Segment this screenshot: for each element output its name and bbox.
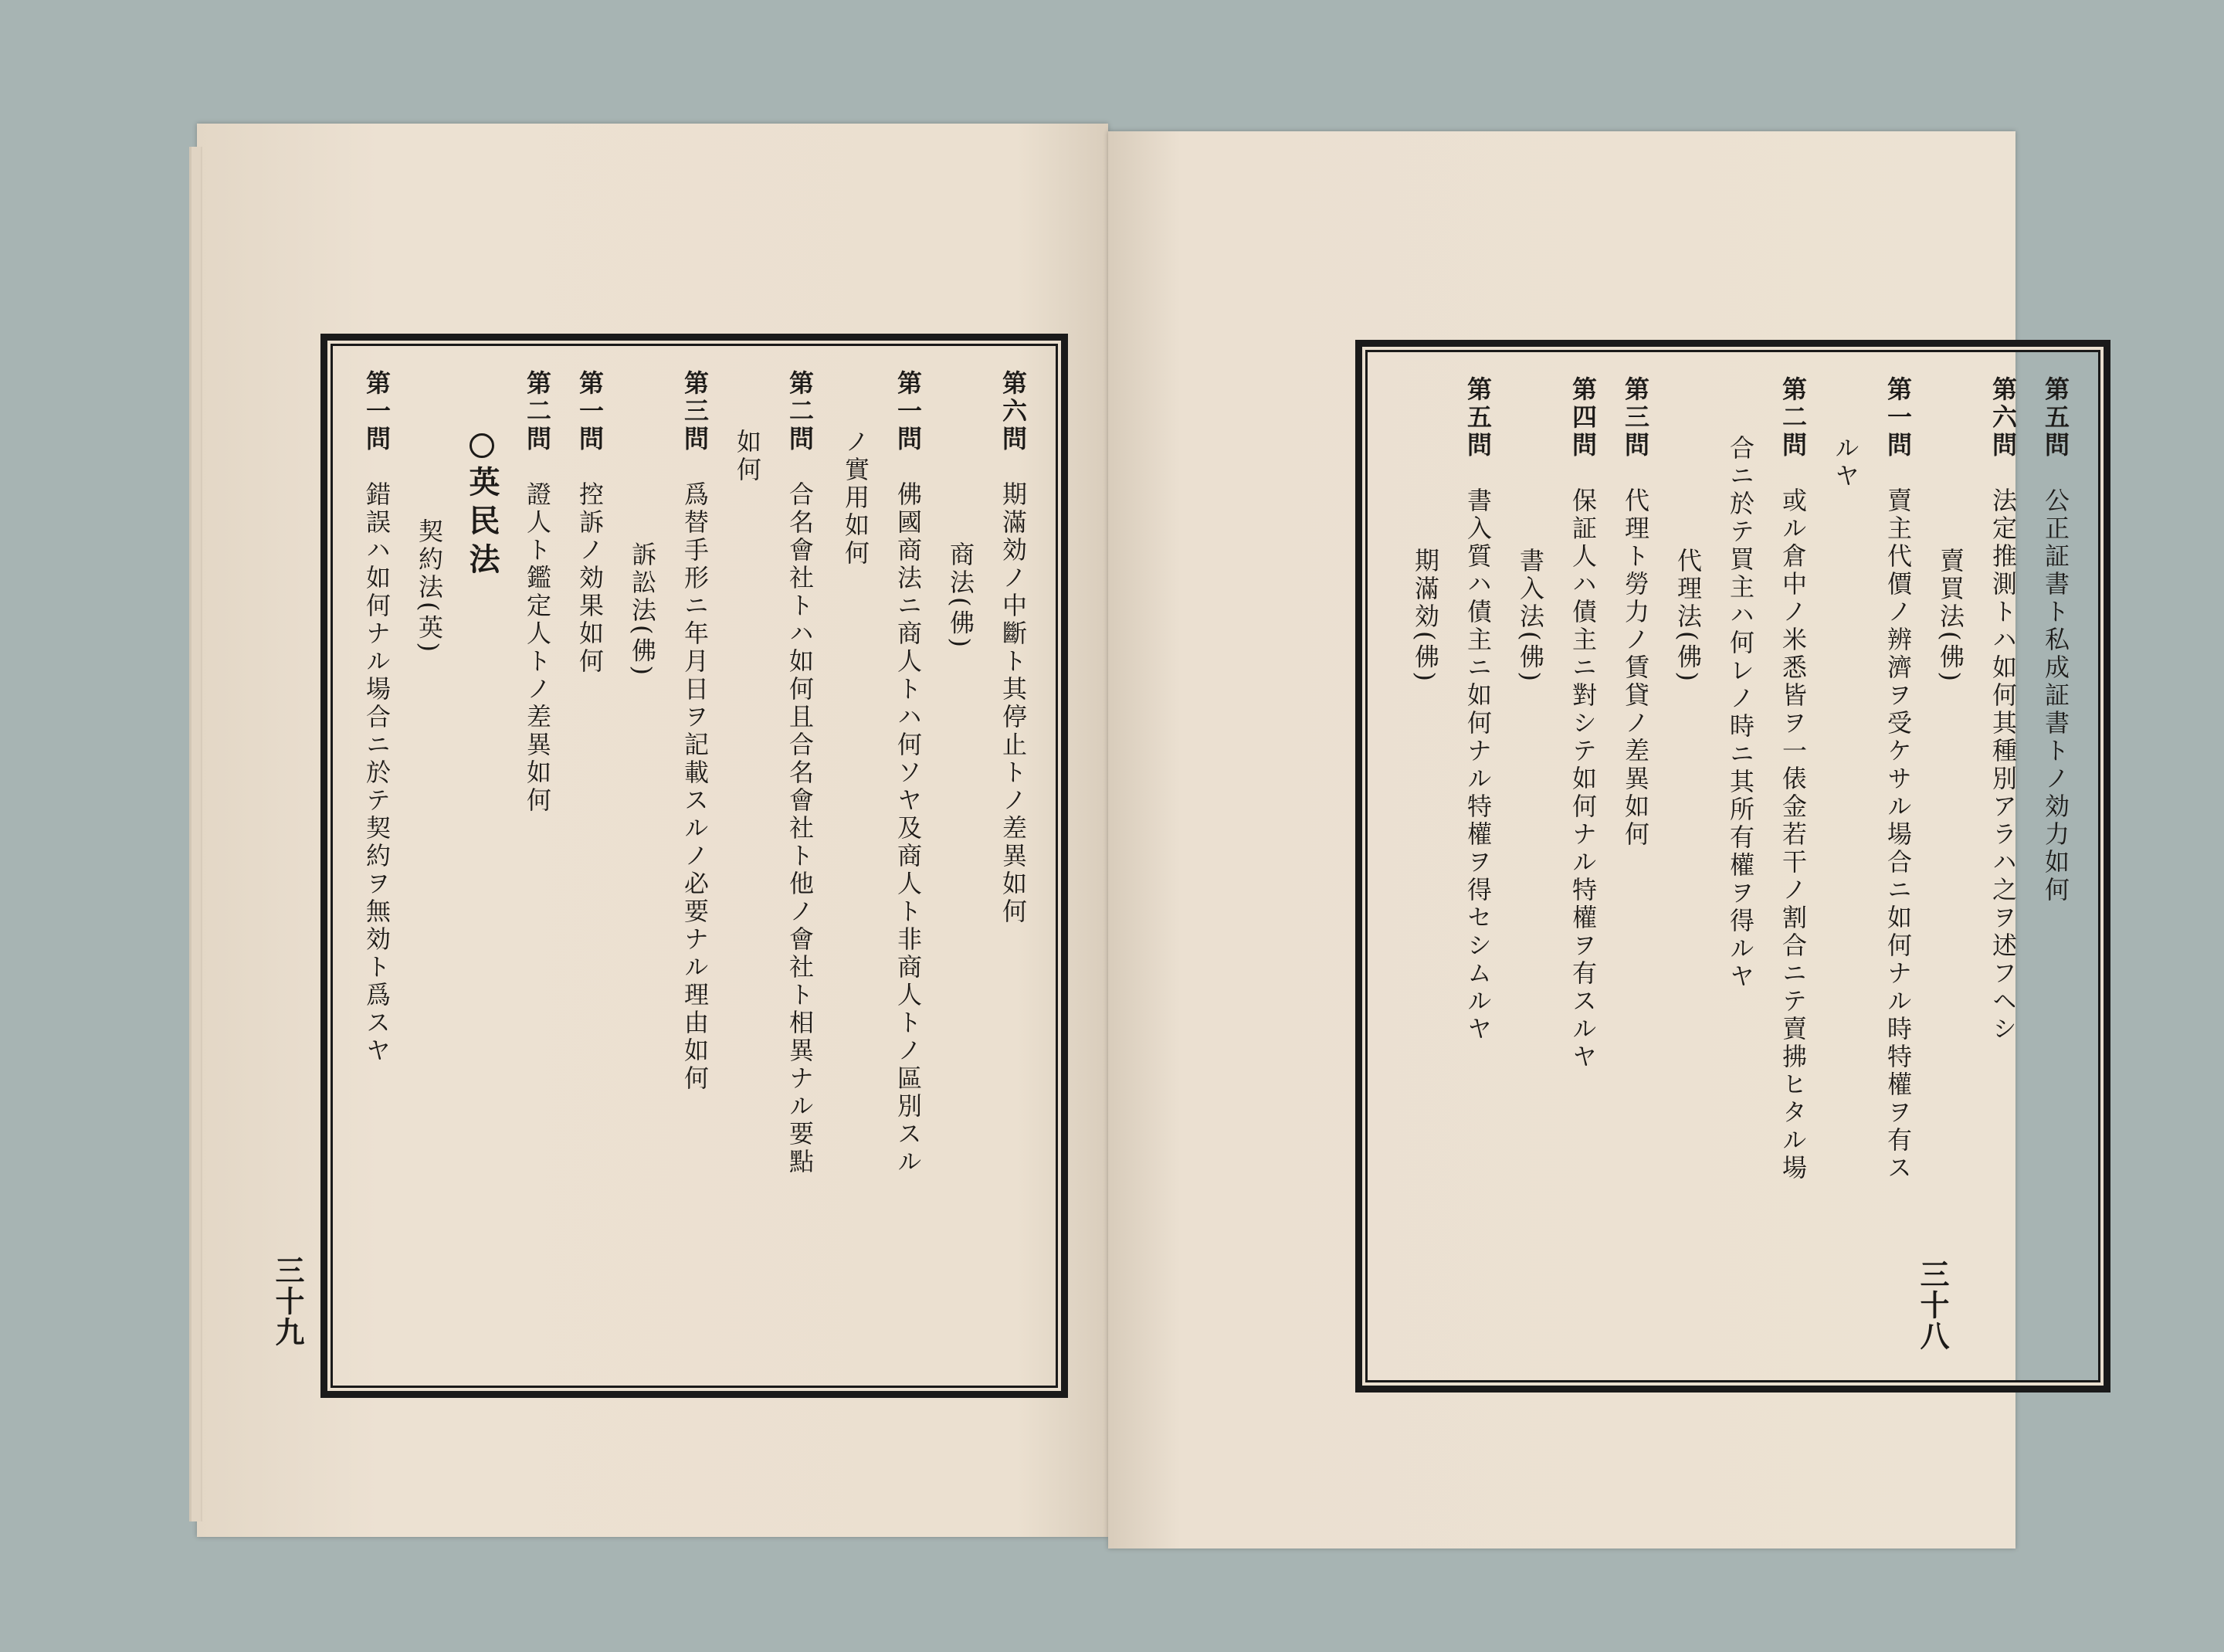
text-column: ノ實用如何 <box>841 429 870 568</box>
left-text-frame <box>320 334 1068 1398</box>
text-column: 如何 <box>733 429 762 484</box>
text-column: 第六問期滿効ノ中斷ト其停止トノ差異如何 <box>998 370 1028 926</box>
section-heading: 契約法(英) <box>415 518 444 655</box>
text-column: 第五問書入質ハ債主ニ如何ナル特權ヲ得セシムルヤ <box>1463 376 1493 1043</box>
text-column: 第一問錯誤ハ如何ナル場合ニ於テ契約ヲ無効ト爲スヤ <box>362 370 392 1065</box>
section-heading: 書入法(佛) <box>1516 548 1545 684</box>
section-heading: 代理法(佛) <box>1673 548 1703 684</box>
text-column: 第四問保証人ハ債主ニ對シテ如何ナル特權ヲ有スルヤ <box>1568 376 1598 1071</box>
text-column: 第三問代理ト勞力ノ賃貸ノ差異如何 <box>1621 376 1650 849</box>
section-heading: 賣買法(佛) <box>1936 548 1965 684</box>
text-column: 第二問合名會社トハ如何且合名會社ト他ノ會社ト相異ナル要點 <box>785 370 815 1176</box>
text-column: ルヤ <box>1831 435 1860 490</box>
section-heading: 商法(佛) <box>946 541 975 650</box>
text-column: 第二問或ル倉中ノ米悉皆ヲ一俵金若干ノ割合ニテ賣拂ヒタル場 <box>1778 376 1808 1182</box>
text-column: 第一問賣主代價ノ辨濟ヲ受ケサル場合ニ如何ナル時特權ヲ有ス <box>1883 376 1913 1182</box>
text-column: 第一問控訴ノ効果如何 <box>575 370 605 676</box>
text-column: 第一問佛國商法ニ商人トハ何ソヤ及商人ト非商人トノ區別スル <box>893 370 923 1176</box>
text-column: 第三問爲替手形ニ年月日ヲ記載スルノ必要ナル理由如何 <box>680 370 710 1093</box>
circle-bullet-icon <box>470 433 494 458</box>
open-book <box>197 116 2070 1549</box>
text-column: 第六問法定推測トハ如何其種別アラハ之ヲ述フヘシ <box>1988 376 2018 1043</box>
text-column: 第五問公正証書ト私成証書トノ効力如何 <box>2041 376 2070 904</box>
section-heading: 期滿効(佛) <box>1411 548 1440 684</box>
page-edges <box>189 147 202 1521</box>
right-folio: 三十八 <box>1915 1259 1950 1352</box>
section-heading: 訴訟法(佛) <box>628 541 657 678</box>
left-folio: 三十九 <box>270 1255 305 1348</box>
chapter-heading: 英民法 <box>466 433 497 582</box>
text-column: 合ニ於テ買主ハ何レノ時ニ其所有權ヲ得ルヤ <box>1726 435 1755 991</box>
right-text-frame <box>1355 340 2110 1392</box>
text-column: 第二問證人ト鑑定人トノ差異如何 <box>523 370 552 815</box>
